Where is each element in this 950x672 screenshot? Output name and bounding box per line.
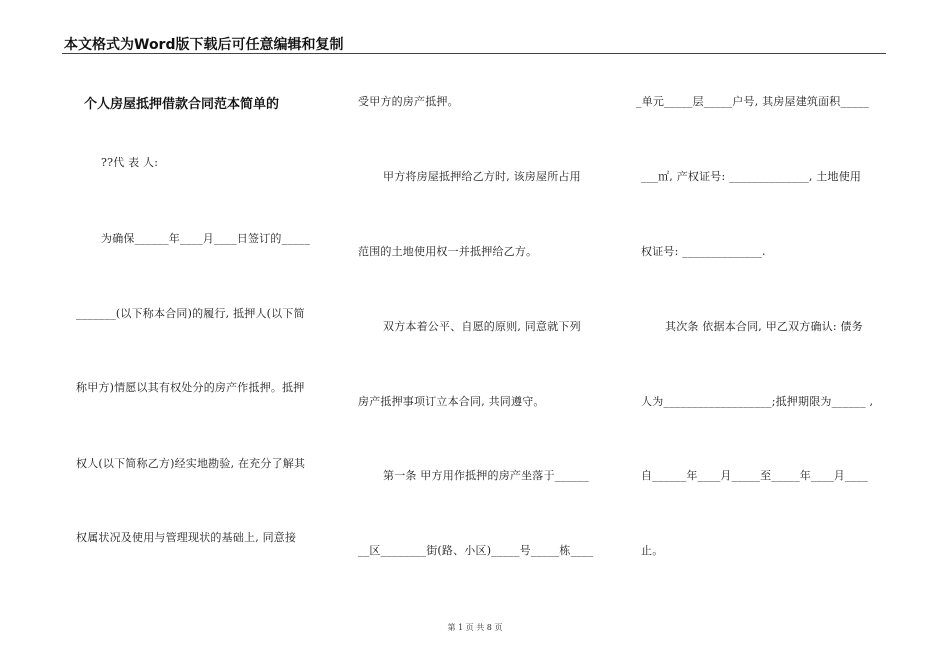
page-header-title: 本文格式为Word版下载后可任意编辑和复制 — [64, 37, 344, 53]
col3-line-5: 人为___________________;抵押期限为______ , — [641, 395, 874, 408]
document-title: 个人房屋抵押借款合同范本简单的 — [84, 97, 280, 112]
col3-line-1: _单元_____层_____户号, 其房屋建筑面积_____ — [636, 95, 869, 108]
col3-line-6: 自______年____月_____至_____年____月____ — [641, 469, 868, 482]
col2-line-7: __区________街(路、小区)_____号_____栋____ — [358, 544, 594, 557]
col2-line-3: 范围的土地使用权一并抵押给乙方。 — [358, 245, 538, 258]
col3-line-7: 止。 — [641, 544, 664, 557]
col1-line-6: 权属状况及使用与管理现状的基础上, 同意接 — [76, 531, 297, 544]
col1-line-3: _______(以下称本合同)的履行, 抵押人(以下简 — [76, 307, 305, 320]
col1-line-2: 为确保______年____月____日签订的_____ — [101, 232, 311, 245]
page-number-footer: 第 1 页 共 8 页 — [447, 623, 503, 632]
col3-line-2: ___㎡, 产权证号: ______________, 土地使用 — [641, 170, 862, 183]
col2-line-1: 受甲方的房产抵押。 — [358, 95, 459, 108]
col1-line-4: 称甲方)情愿以其有权处分的房产作抵押。抵押 — [76, 381, 305, 394]
col2-line-4: 双方本着公平、自愿的原则, 同意就下列 — [383, 320, 581, 333]
col1-line-5: 权人(以下简称乙方)经实地勘验, 在充分了解其 — [76, 457, 306, 470]
col2-line-5: 房产抵押事项订立本合同, 共同遵守。 — [358, 395, 545, 408]
col3-line-4: 其次条 依据本合同, 甲乙双方确认: 债务 — [665, 320, 863, 333]
col3-line-3: 权证号: ______________. — [641, 245, 766, 258]
col2-line-2: 甲方将房屋抵押给乙方时, 该房屋所占用 — [383, 170, 581, 183]
col1-line-1: ??代 表 人: — [101, 156, 159, 169]
col2-line-6: 第一条 甲方用作抵押的房产坐落于______ — [383, 469, 589, 482]
header-divider — [62, 53, 886, 54]
